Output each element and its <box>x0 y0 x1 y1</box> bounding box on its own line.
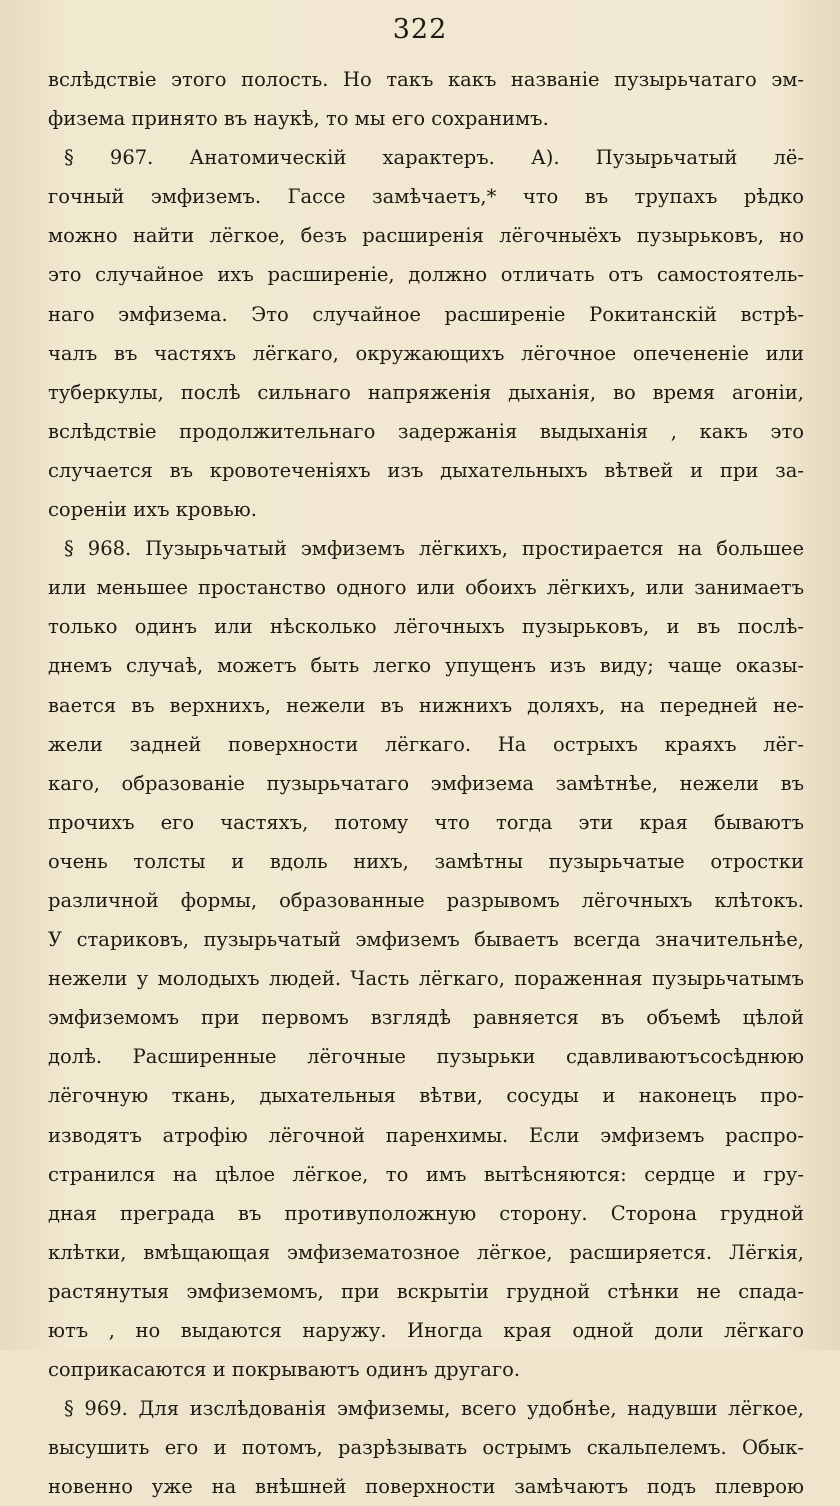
text-line-19: каго, образованіе пузырьчатаго эмфизема замѣтнѣе, нежели въ <box>48 771 804 795</box>
text-line-11: случается въ кровотеченіяхъ изъ дыхательныхъ вѣтвей и при за- <box>48 458 804 482</box>
text-line-34: соприкасаются и покрываютъ одинъ другаго. <box>48 1358 521 1382</box>
text-line-29: странился на цѣлое лёгкое, то имъ вытѣсняются: сердце и гру- <box>48 1162 804 1186</box>
text-line-32: растянутыя эмфиземомъ, при вскрытіи грудной стѣнки не спада- <box>48 1279 804 1303</box>
body-text <box>48 60 804 1506</box>
text-line-37: новенно уже на внѣшней поверхности замѣчаютъ подъ плеврою <box>48 1475 804 1499</box>
text-line-12: сореніи ихъ кровью. <box>48 498 257 522</box>
text-line-6: это случайное ихъ расширеніе, должно отличать отъ самостоятель- <box>48 263 804 287</box>
text-line-18: жели задней поверхности лёгкаго. На острыхъ краяхъ лёг- <box>48 732 804 756</box>
text-line-2: физема принято въ наукѣ, то мы его сохранимъ. <box>48 107 549 131</box>
text-line-8: чалъ въ частяхъ лёгкаго, окружающихъ лёгочное опечененіе или <box>48 341 804 365</box>
text-line-28: изводятъ атрофію лёгочной паренхимы. Если эмфиземъ распро- <box>48 1123 804 1147</box>
text-line-33: ютъ , но выдаются наружу. Иногда края одной доли лёгкаго <box>48 1319 804 1342</box>
section-967-heading: § 967. Анатомическій характеръ. А). Пузырьчатый лё- <box>64 146 804 170</box>
text-line-1: вслѣдствіе этого полость. Но такъ какъ названіе пузырьчатаго эм- <box>48 68 804 91</box>
text-line-25: эмфиземомъ при первомъ взглядѣ равняется въ объемѣ цѣлой <box>48 1006 804 1030</box>
text-line-36: высушить его и потомъ, разрѣзывать острымъ скальпелемъ. Обык- <box>48 1436 804 1460</box>
text-line-17: вается въ верхнихъ, нежели въ нижнихъ доляхъ, на передней не- <box>48 693 804 717</box>
text-line-9: туберкулы, послѣ сильнаго напряженія дыханія, во время агоніи, <box>48 380 804 404</box>
text-line-31: клѣтки, вмѣщающая эмфизематозное лёгкое, расширяется. Лёгкія, <box>48 1240 804 1264</box>
section-968-start: § 968. Пузырьчатый эмфиземъ лёгкихъ, простирается на большее <box>64 537 804 561</box>
text-line-22: различной формы, образованные разрывомъ лёгочныхъ клѣтокъ. <box>48 888 804 912</box>
text-line-14: или меньшее простанство одного или обоихъ лёгкихъ, или занимаетъ <box>48 576 804 600</box>
text-line-16: днемъ случаѣ, можетъ быть легко упущенъ изъ виду; чаще оказы- <box>48 654 804 678</box>
page-number: 322 <box>392 14 448 45</box>
text-line-24: нежели у молодыхъ людей. Часть лёгкаго, пораженная пузырьчатымъ <box>48 967 804 991</box>
text-line-27: лёгочную ткань, дыхательныя вѣтви, сосуды и наконецъ про- <box>48 1084 804 1108</box>
text-line-5: можно найти лёгкое, безъ расширенія лёгочныёхъ пузырьковъ, но <box>48 224 804 248</box>
text-line-30: дная преграда въ противуположную сторону. Сторона грудной <box>48 1201 804 1225</box>
text-line-20: прочихъ его частяхъ, потому что тогда эти края бываютъ <box>48 810 804 834</box>
text-line-23: У стариковъ, пузырьчатый эмфиземъ бываетъ всегда значительнѣе, <box>48 928 804 952</box>
section-969-start: § 969. Для изслѣдованія эмфиземы, всего удобнѣе, надувши лёгкое, <box>64 1397 804 1421</box>
text-line-15: только одинъ или нѣсколько лёгочныхъ пузырьковъ, и въ послѣ- <box>48 615 804 639</box>
text-line-7: наго эмфизема. Это случайное расширеніе Рокитанскій встрѣ- <box>48 302 804 326</box>
text-line-21: очень толсты и вдоль нихъ, замѣтны пузырьчатые отростки <box>48 849 804 873</box>
text-line-10: вслѣдствіе продолжительнаго задержанія выдыханія , какъ это <box>48 419 804 443</box>
text-line-26: долѣ. Расширенные лёгочные пузырьки сдавливаютъсосѣднюю <box>48 1045 804 1069</box>
text-line-4: гочный эмфиземъ. Гассе замѣчаетъ,* что въ трупахъ рѣдко <box>48 185 804 209</box>
